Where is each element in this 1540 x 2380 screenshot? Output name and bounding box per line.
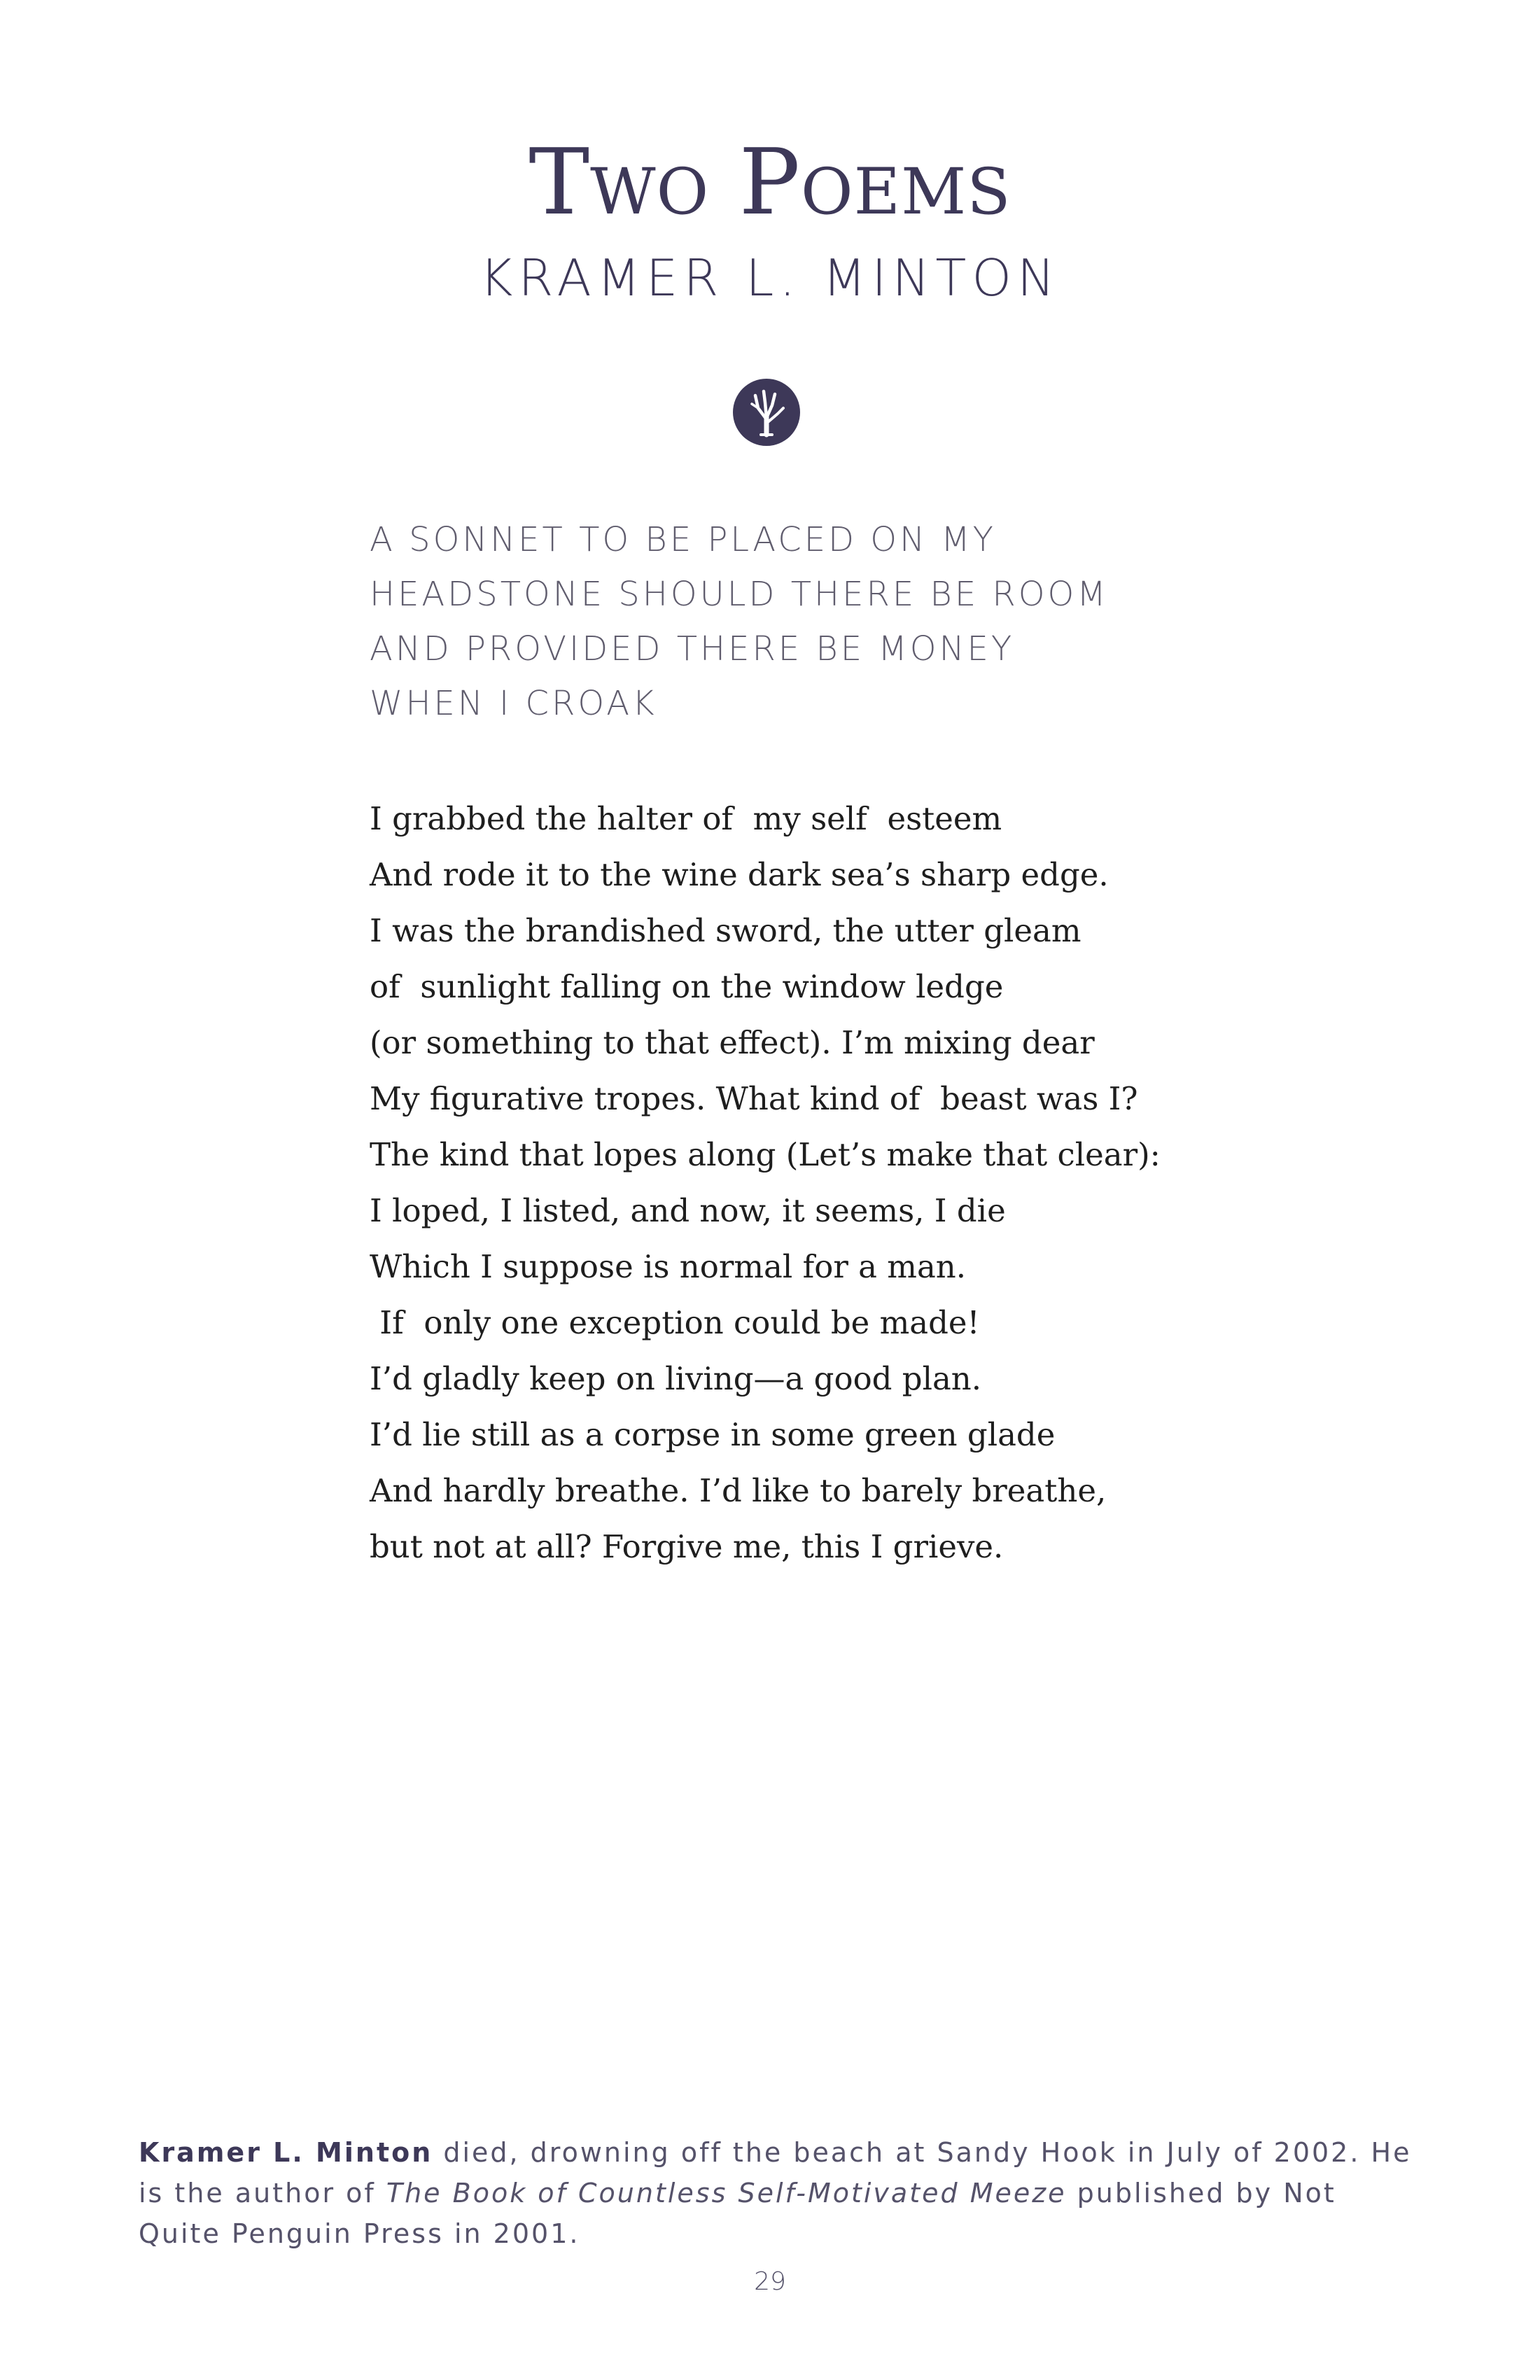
- poem-line: I was the brandished sword, the utter gleam: [370, 912, 1082, 949]
- poem-title-line: WHEN I CROAK: [370, 684, 657, 723]
- poem-line: My figurative tropes. What kind of beast was I?: [370, 1080, 1138, 1117]
- hand-tree-icon: [733, 379, 800, 446]
- author-name: KRAMER L. MINTON: [479, 248, 1060, 307]
- poem-line: The kind that lopes along (Let’s make that clear):: [370, 1136, 1161, 1173]
- bio-book-title: The Book of Countless Self-Motivated Meeze: [386, 2178, 1067, 2208]
- poem-body: [370, 791, 1210, 1575]
- poem-title-line: AND PROVIDED THERE BE MONEY: [370, 629, 1015, 668]
- author-bio: [139, 2132, 1413, 2254]
- poem-line: I grabbed the halter of my self esteem: [370, 800, 1002, 837]
- bio-author-name: Kramer L. Minton: [139, 2137, 433, 2168]
- poem-line: (or something to that effect). I’m mixing dear: [370, 1024, 1095, 1061]
- poem-line: And rode it to the wine dark sea’s sharp edge.: [370, 856, 1109, 893]
- page-number: 29: [754, 2267, 786, 2296]
- poem-line: of sunlight falling on the window ledge: [370, 968, 1004, 1005]
- bio-text: died, drowning off the beach at Sandy Hook in July of 2002. He is the author of: [139, 2137, 1412, 2208]
- poem-title-line: A SONNET TO BE PLACED ON MY: [370, 520, 996, 559]
- poem-line: but not at all? Forgive me, this I grieve.: [370, 1528, 1004, 1565]
- poem-line: I loped, I listed, and now, it seems, I die: [370, 1192, 1006, 1229]
- poem-line: I’d lie still as a corpse in some green glade: [370, 1416, 1056, 1453]
- poem-title: [370, 512, 1210, 731]
- poem-line: And hardly breathe. I’d like to barely breathe,: [370, 1472, 1107, 1509]
- poem-line: I’d gladly keep on living—a good plan.: [370, 1360, 982, 1397]
- poem-line: Which I suppose is normal for a man.: [370, 1248, 967, 1285]
- page-title: Two Poems: [528, 129, 1011, 235]
- bio-text: published by Not Quite Penguin Press in 2001.: [139, 2178, 1336, 2249]
- poem-title-line: HEADSTONE SHOULD THERE BE ROOM: [370, 575, 1109, 614]
- poem-line: If only one exception could be made!: [370, 1304, 980, 1341]
